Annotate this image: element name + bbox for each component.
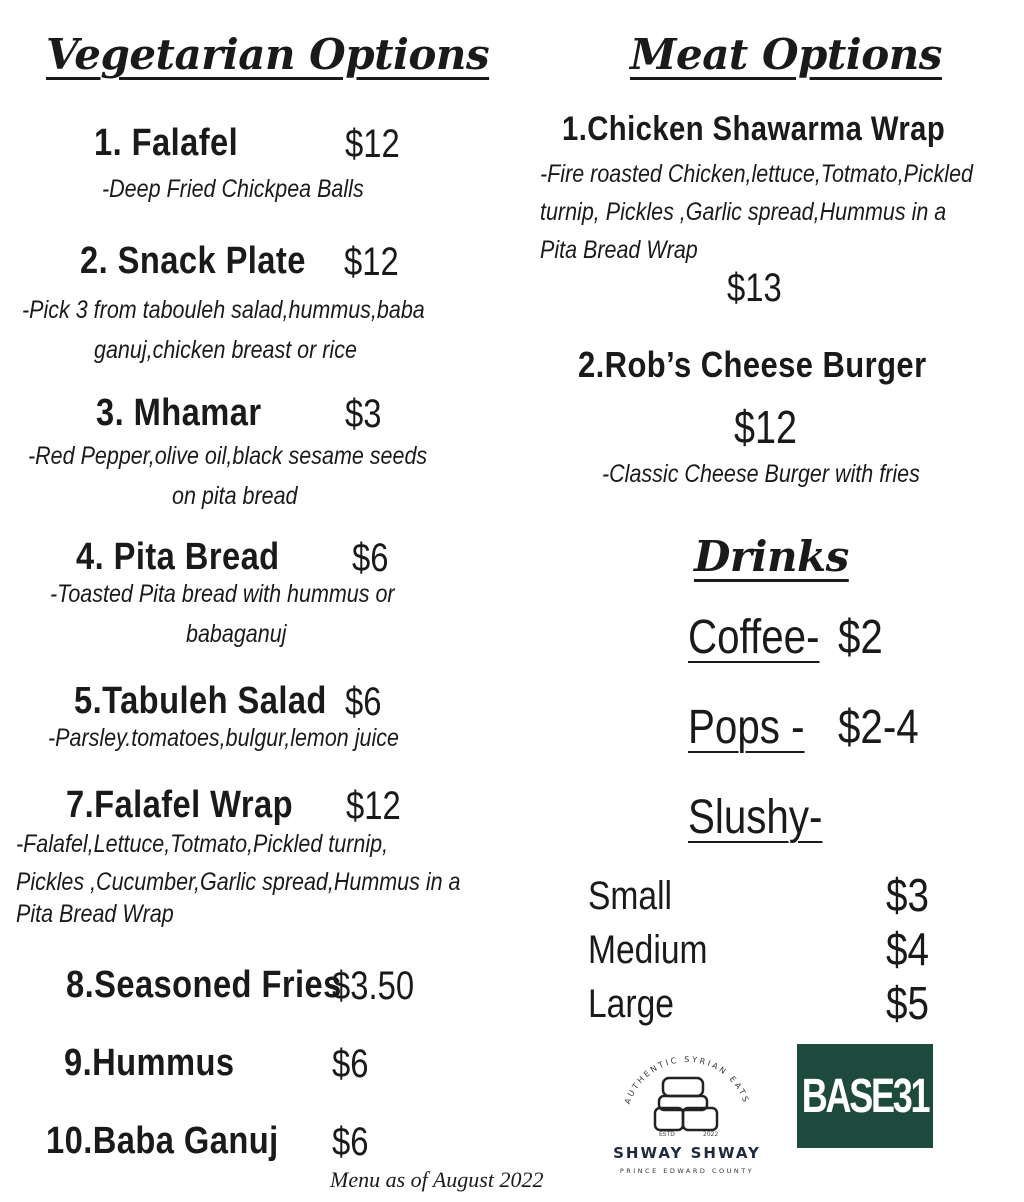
shway-name: SHWAY SHWAY: [613, 1144, 761, 1162]
item-falafel-wrap-price: $12: [346, 784, 401, 828]
svg-text:AUTHENTIC SYRIAN EATS: [623, 1055, 751, 1105]
drink-slushy-label: Slushy-: [688, 791, 823, 844]
slushy-small-label: Small: [588, 874, 673, 918]
shway-est-year: 2022: [703, 1131, 719, 1138]
item-mhamar-desc-1: -Red Pepper,olive oil,black sesame seeds: [28, 442, 428, 470]
item-snack-plate-desc-2: ganuj,chicken breast or rice: [94, 336, 357, 364]
item-chicken-shawarma-name: 1.Chicken Shawarma Wrap: [562, 110, 946, 148]
item-snack-plate-name: 2. Snack Plate: [80, 240, 306, 282]
slushy-large-label: Large: [588, 982, 674, 1026]
slushy-medium-price: $4: [886, 923, 929, 975]
item-cheese-burger-name: 2.Rob’s Cheese Burger: [578, 344, 927, 385]
item-cheese-burger-desc: -Classic Cheese Burger with fries: [602, 460, 920, 488]
item-falafel-wrap-desc-2: Pickles ,Cucumber,Garlic spread,Hummus in a: [16, 868, 461, 896]
item-chicken-shawarma-desc-2: turnip, Pickles ,Garlic spread,Hummus in a: [540, 198, 947, 226]
slushy-medium-label: Medium: [588, 928, 708, 972]
item-hummus-name: 9.Hummus: [64, 1042, 235, 1084]
base31-logo: [797, 1044, 933, 1148]
meat-heading: Meat Options: [630, 30, 942, 79]
item-mhamar-price: $3: [345, 392, 382, 436]
item-hummus-price: $6: [332, 1042, 369, 1086]
item-chicken-shawarma-price: $13: [727, 266, 782, 310]
drink-coffee-price: $2: [838, 611, 883, 664]
drink-pops-label: Pops -: [688, 701, 805, 754]
shway-est-label: ESTD: [659, 1131, 675, 1138]
item-falafel-desc: -Deep Fried Chickpea Balls: [102, 175, 364, 203]
shway-arc-text: AUTHENTIC SYRIAN EATS: [622, 1054, 752, 1106]
shway-shway-logo: [593, 1042, 781, 1182]
item-snack-plate-price: $12: [344, 240, 399, 284]
item-cheese-burger-price: $12: [734, 401, 797, 453]
item-seasoned-fries-price: $3.50: [332, 964, 415, 1008]
item-tabuleh-price: $6: [345, 680, 382, 724]
item-falafel-wrap-desc-1: -Falafel,Lettuce,Totmato,Pickled turnip,: [16, 830, 389, 858]
item-falafel-name: 1. Falafel: [94, 122, 239, 164]
shway-sub: PRINCE EDWARD COUNTY: [619, 1167, 755, 1175]
base31-text: BASE31: [801, 1069, 929, 1123]
item-seasoned-fries-name: 8.Seasoned Fries: [66, 964, 342, 1006]
item-mhamar-name: 3. Mhamar: [96, 392, 262, 434]
item-baba-ganuj-name: 10.Baba Ganuj: [46, 1120, 279, 1162]
item-snack-plate-desc-1: -Pick 3 from tabouleh salad,hummus,baba: [22, 296, 425, 324]
shway-shway-logo-mark: [593, 1042, 781, 1182]
vegetarian-heading: Vegetarian Options: [46, 30, 490, 79]
item-baba-ganuj-price: $6: [332, 1120, 369, 1164]
item-pita-bread-desc-2: babaganuj: [186, 620, 287, 648]
item-chicken-shawarma-desc-3: Pita Bread Wrap: [540, 236, 698, 264]
item-tabuleh-name: 5.Tabuleh Salad: [74, 680, 327, 722]
item-falafel-price: $12: [345, 122, 400, 166]
item-chicken-shawarma-desc-1: -Fire roasted Chicken,lettuce,Totmato,Pickled: [540, 160, 973, 188]
drinks-heading: Drinks: [694, 532, 849, 581]
item-falafel-wrap-name: 7.Falafel Wrap: [66, 784, 293, 826]
item-pita-bread-desc-1: -Toasted Pita bread with hummus or: [50, 580, 395, 608]
item-pita-bread-price: $6: [352, 536, 389, 580]
item-pita-bread-name: 4. Pita Bread: [76, 536, 280, 578]
drink-pops-price: $2-4: [838, 701, 919, 754]
slushy-small-price: $3: [886, 869, 929, 921]
menu-date-footer: Menu as of August 2022: [330, 1167, 544, 1192]
item-falafel-wrap-desc-3: Pita Bread Wrap: [16, 900, 174, 928]
drink-coffee-label: Coffee-: [688, 611, 820, 664]
item-mhamar-desc-2: on pita bread: [172, 482, 298, 510]
item-tabuleh-desc: -Parsley.tomatoes,bulgur,lemon juice: [48, 724, 399, 752]
slushy-large-price: $5: [886, 977, 929, 1029]
